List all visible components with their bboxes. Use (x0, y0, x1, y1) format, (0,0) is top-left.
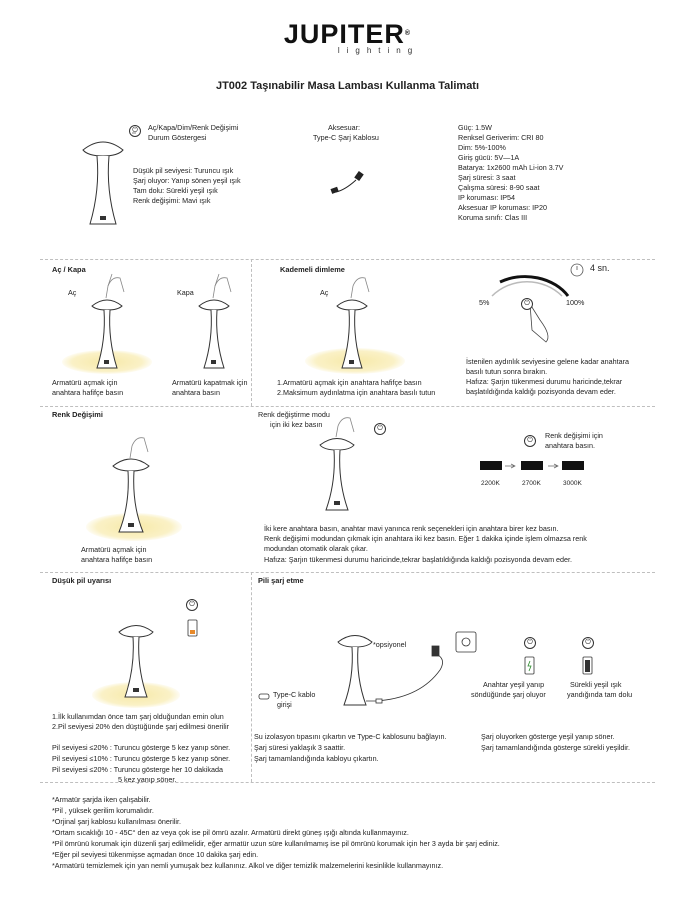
spec: Giriş gücü: 5V—1A (458, 153, 520, 162)
full-label: yandığında tam dolu (567, 690, 633, 699)
note: *Ortam sıcaklığı 10 - 45C° den az veya çok ise pil ömrü azalır. Armatürü direkt güneş ışığı altında kullanmayınız. (52, 828, 409, 837)
onoff-cap: anahtara hafifçe basın (52, 388, 124, 397)
spec: Aksesuar IP koruması: IP20 (458, 203, 547, 212)
mode-text: için iki kez basın (270, 420, 323, 429)
charging-heading: Pili şarj etme (258, 576, 304, 585)
spec: Şarj süresi: 3 saat (458, 173, 516, 182)
power-icon: ⏻ (582, 637, 594, 649)
dim-cap: 2.Maksimum aydınlatma için anahtara basılı tutun (277, 388, 436, 397)
charging-line: Şarj tamamlandığında kabloyu çıkartın. (254, 754, 379, 763)
note: *Pil , yüksek gerilim korumalıdır. (52, 806, 154, 815)
logo-reg: ® (404, 30, 412, 37)
lowbatt-line: 2.Pil seviyesi 20% den düştüğünde şarj edilmesi önerilir (52, 722, 229, 731)
lamp-icon (338, 636, 372, 706)
lowbatt-level: Pil seviyesi ≤10% : Turuncu gösterge 5 kez yanıp söner. (52, 754, 231, 763)
spec: Dim: 5%-100% (458, 143, 506, 152)
power-icon: ⏻ (521, 298, 533, 310)
change-text: Renk değişimi için (545, 431, 603, 440)
full-label: Sürekli yeşil ışık (570, 680, 622, 689)
page-title: JT002 Taşınabilir Masa Lambası Kullanma Talimatı (215, 80, 480, 92)
port-label: Type-C kablo (273, 690, 316, 699)
note: *Eğer pil seviyesi tükenmişse açmadan önce 10 dakika şarj edin. (52, 850, 259, 859)
charging-line: Su izolasyon tıpasını çıkartın ve Type-C kablosunu bağlayın. (254, 732, 447, 741)
optional-label: *opsiyonel (373, 640, 407, 649)
button-label-1: Aç/Kapa/Dim/Renk Değişimi (148, 123, 239, 132)
blink-label: Anahtar yeşil yanıp (483, 680, 545, 689)
dim-label-on: Aç (320, 288, 329, 297)
onoff-heading: Aç / Kapa (52, 265, 86, 274)
dimming-heading: Kademeli dimleme (280, 265, 345, 274)
lowbatt-level: Pil seviyesi ≤20% : Turuncu gösterge 5 kez yanıp söner. (52, 743, 231, 752)
spec: Renksel Geriverim: CRI 80 (458, 133, 544, 142)
change-text: anahtara basın. (545, 441, 595, 450)
spec: Güç: 1.5W (458, 123, 492, 132)
note: *Armatürü temizlemek için yan nemli yumuşak bez kullanınız. Alkol ve diğer temizlik malzemelerini kesinlikle kullanmayınız. (52, 861, 444, 870)
color-desc: İki kere anahtara basın, anahtar mavi yanınca renk seçenekleri için anahtara birer kez basın. (264, 524, 559, 533)
dim-duration: 4 sn. (590, 263, 610, 273)
color-desc: modundan otomatik olarak çıkar. (264, 544, 368, 553)
spec: Çalışma süresi: 8-90 saat (458, 183, 540, 192)
battery-icon (583, 657, 592, 674)
blink-label: söndüğünde şarj oluyor (471, 690, 546, 699)
color-desc: Renk değişimi modundan çıkmak için anahtara iki kez basın. Eğer 1 dakika içinde işlem olmazsa renk (264, 534, 587, 543)
mode-text: Renk değiştirme modu (258, 410, 330, 419)
status-line: Tam dolu: Sürekli yeşil ışık (133, 186, 218, 195)
temp-label: 3000K (563, 480, 582, 487)
port-label: girişi (277, 700, 292, 709)
charging-port-icon (259, 694, 269, 699)
logo-brand: JUPITER (283, 19, 405, 49)
onoff-cap: Armatürü kapatmak için (172, 378, 248, 387)
accessory-item: Type-C Şarj Kablosu (313, 133, 379, 142)
spec: Koruma sınıfı: Clas III (458, 213, 528, 222)
label-off: Kapa (177, 288, 194, 297)
color-desc: Hafıza: Şarjın tükenmesi durumu haricinde,tekrar başlatıldığında kaldığı pozisyonda devam eder. (264, 555, 573, 564)
power-icon: ⏻ (374, 423, 386, 435)
temp-label: 2200K (481, 480, 500, 487)
dim-cap: 1.Armatürü açmak için anahtara hafifçe basın (277, 378, 422, 387)
status-line: Düşük pil seviyesi: Turuncu ışık (133, 166, 234, 175)
color-cap: Armatürü açmak için (81, 545, 147, 554)
temp-label: 2700K (522, 480, 541, 487)
onoff-cap: Armatürü açmak için (52, 378, 118, 387)
note: *Pil ömrünü korumak için düzenli şarj edilmelidir, eğer armatür uzun süre kullanılmamış ise pil ömrünü korumak için her 3 ayda bir şarj ediniz. (52, 839, 500, 848)
lowbatt-level: 5 kez yanıp söner. (118, 775, 177, 784)
dim-note: başlatıldığında kaldığı pozisyonda devam eder. (466, 387, 616, 396)
note: *Orjinal şarj kablosu kullanılması önerilir. (52, 817, 182, 826)
label-on: Aç (68, 288, 77, 297)
lowbatt-level: Pil seviyesi ≤20% : Turuncu gösterge her 10 dakikada (52, 765, 223, 774)
cable-icon (366, 646, 443, 703)
lowbatt-line: 1.İlk kullanımdan önce tam şarj olduğundan emin olun (52, 712, 224, 721)
power-icon: ⏻ (524, 435, 536, 447)
onoff-cap: anahtara basın (172, 388, 220, 397)
dim-max: 100% (566, 298, 585, 307)
power-icon: ⏻ (524, 637, 536, 649)
status-line: Renk değişimi: Mavi ışık (133, 196, 211, 205)
logo-tagline: lighting (337, 46, 420, 55)
status-line: Şarj oluyor: Yanıp sönen yeşil ışık (133, 176, 241, 185)
button-label-2: Durum Göstergesi (148, 133, 207, 142)
dim-note: basılı tutun sonra bırakın. (466, 367, 548, 376)
dim-min: 5% (479, 298, 490, 307)
color-heading: Renk Değişimi (52, 410, 103, 419)
color-cap: anahtara hafifçe basın (81, 555, 153, 564)
power-icon: ⏻ (129, 125, 141, 137)
power-icon: ⏻ (186, 599, 198, 611)
charger-icon (456, 632, 476, 652)
spec: Batarya: 1x2600 mAh Li-ion 3.7V (458, 163, 564, 172)
charging-line: Şarj süresi yaklaşık 3 saattir. (254, 743, 346, 752)
dim-note: İstenilen aydınlık seviyesine gelene kadar anahtara (466, 357, 630, 366)
dim-note: Hafıza: Şarjın tükenmesi durumu haricinde,tekrar (466, 377, 623, 386)
spec: IP koruması: IP54 (458, 193, 515, 202)
note: *Armatür şarjda iken çalışabilir. (52, 795, 151, 804)
charging-line: Şarj tamamlandığında gösterge sürekli yeşildir. (481, 743, 631, 752)
lowbatt-heading: Düşük pil uyarısı (52, 576, 112, 585)
accessory-title: Aksesuar: (328, 123, 360, 132)
battery-icon (525, 657, 534, 674)
charging-line: Şarj oluyorken gösterge yeşil yanıp söner. (481, 732, 615, 741)
